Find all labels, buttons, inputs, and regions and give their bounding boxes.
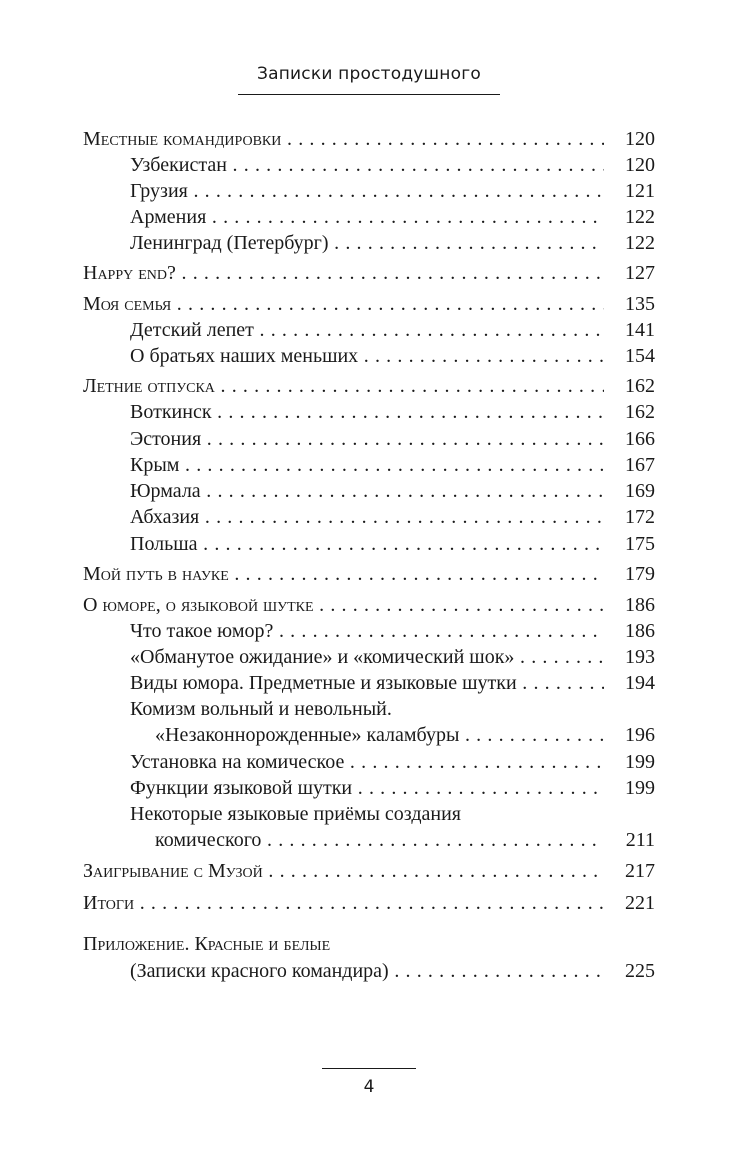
toc-entry-page: 193 — [625, 646, 655, 668]
toc-entry-title: комического . . . — [155, 827, 604, 853]
toc-entry-page: 172 — [625, 506, 655, 528]
toc-entry-section — [0, 618, 739, 644]
toc-entry-title: Грузия . . . — [130, 178, 604, 204]
toc-entry-page: 167 — [625, 454, 655, 476]
page-number: 4 — [363, 1077, 375, 1097]
toc-entry-section — [0, 317, 739, 343]
toc-entry-title: Армения . . . — [130, 204, 604, 230]
toc-entry-title: Приложение. Красные и белые — [83, 933, 331, 955]
toc-entry-title: Итоги . . . — [83, 890, 604, 916]
toc-entry-title: Happy end? . . . — [83, 260, 604, 286]
toc-entry-section — [0, 478, 739, 504]
toc-entry-title: Некоторые языковые приёмы создания — [130, 803, 461, 825]
toc-entry-section — [0, 178, 739, 204]
toc-entry-title: Заигрывание с Музой . . . — [83, 858, 604, 884]
toc-entry-chapter — [0, 126, 739, 152]
running-head: Записки простодушного — [257, 64, 481, 84]
toc-entry-section — [0, 827, 739, 853]
toc-entry-page: 122 — [625, 206, 655, 228]
toc-entry-page: 186 — [625, 594, 655, 616]
toc-entry-page: 154 — [625, 345, 655, 367]
toc-entry-title-line — [0, 801, 739, 827]
toc-entry-section — [0, 531, 739, 557]
toc-entry-page: 162 — [625, 375, 655, 397]
toc-entry-page: 221 — [625, 892, 655, 914]
toc-entry-page: 196 — [625, 724, 655, 746]
toc-entry-page: 211 — [625, 829, 655, 851]
toc-entry-section — [0, 452, 739, 478]
toc-entry-title: Мой путь в науке . . . — [83, 561, 604, 587]
toc-entry-title: Крым . . . — [130, 452, 604, 478]
toc-entry-title: О юморе, о языковой шутке . . . — [83, 592, 604, 618]
toc-entry-title: Юрмала . . . — [130, 478, 604, 504]
toc-entry-page: 186 — [625, 620, 655, 642]
toc-entry-title: Летние отпуска . . . — [83, 373, 604, 399]
toc-entry-chapter — [0, 373, 739, 399]
toc-entry-title: Установка на комическое . . . — [130, 749, 604, 775]
toc-entry-page: 175 — [625, 533, 655, 555]
toc-entry-chapter — [0, 858, 739, 884]
toc-entry-section — [0, 775, 739, 801]
toc-entry-title: Абхазия . . . — [130, 504, 604, 530]
toc-entry-section — [0, 670, 739, 696]
toc-entry-page: 162 — [625, 401, 655, 423]
toc-entry-page: 120 — [625, 128, 655, 150]
toc-entry-section — [0, 230, 739, 256]
toc-entry-page: 217 — [625, 860, 655, 882]
toc-entry-title: Эстония . . . — [130, 426, 604, 452]
toc-entry-section — [0, 722, 739, 748]
toc-entry-title: (Записки красного командира) . . . — [130, 958, 604, 984]
toc-entry-title: Узбекистан . . . — [130, 152, 604, 178]
toc-entry-page: 225 — [625, 960, 655, 982]
toc-entry-section — [0, 958, 739, 984]
toc-entry-title: Воткинск . . . — [130, 399, 604, 425]
toc-entry-page: 169 — [625, 480, 655, 502]
toc-entry-page: 127 — [625, 262, 655, 284]
toc-entry-page: 135 — [625, 293, 655, 315]
toc-entry-title: Моя семья . . . — [83, 291, 604, 317]
toc-entry-page: 121 — [625, 180, 655, 202]
toc-entry-title: Виды юмора. Предметные и языковые шутки . . . — [130, 670, 604, 696]
toc-entry-title: «Незаконнорожденные» каламбуры . . . — [155, 722, 604, 748]
toc-entry-section — [0, 399, 739, 425]
toc-entry-section — [0, 504, 739, 530]
toc-entry-title: Местные командировки . . . — [83, 126, 604, 152]
toc-entry-chapter — [0, 260, 739, 286]
toc-entry-chapter — [0, 561, 739, 587]
toc-entry-section — [0, 426, 739, 452]
toc-entry-page: 141 — [625, 319, 655, 341]
toc-entry-page: 166 — [625, 428, 655, 450]
toc-entry-section — [0, 152, 739, 178]
toc-entry-section — [0, 343, 739, 369]
toc-entry-title: Польша . . . — [130, 531, 604, 557]
footer-rule — [322, 1068, 416, 1069]
toc-entry-section — [0, 204, 739, 230]
toc-entry-title: Комизм вольный и невольный. — [130, 698, 392, 720]
toc-entry-title: О братьях наших меньших . . . — [130, 343, 604, 369]
toc-entry-page: 199 — [625, 777, 655, 799]
toc-entry-section — [0, 644, 739, 670]
toc-entry-page: 179 — [625, 563, 655, 585]
toc-entry-title-line — [0, 696, 739, 722]
toc-entry-section — [0, 749, 739, 775]
toc-entry-title: Детский лепет . . . — [130, 317, 604, 343]
toc-entry-chapter — [0, 291, 739, 317]
toc-entry-title: Ленинград (Петербург) . . . — [130, 230, 604, 256]
toc-entry-page: 120 — [625, 154, 655, 176]
toc-entry-title: Что такое юмор? . . . — [130, 618, 604, 644]
toc-entry-title: Функции языковой шутки . . . — [130, 775, 604, 801]
toc-entry-chapter — [0, 890, 739, 916]
toc-entry-title-line — [0, 931, 739, 957]
toc-entry-chapter — [0, 592, 739, 618]
toc-entry-page: 122 — [625, 232, 655, 254]
header-rule — [238, 94, 500, 95]
toc-entry-title: «Обманутое ожидание» и «комический шок» . . . — [130, 644, 604, 670]
toc-entry-page: 194 — [625, 672, 655, 694]
toc-entry-page: 199 — [625, 751, 655, 773]
